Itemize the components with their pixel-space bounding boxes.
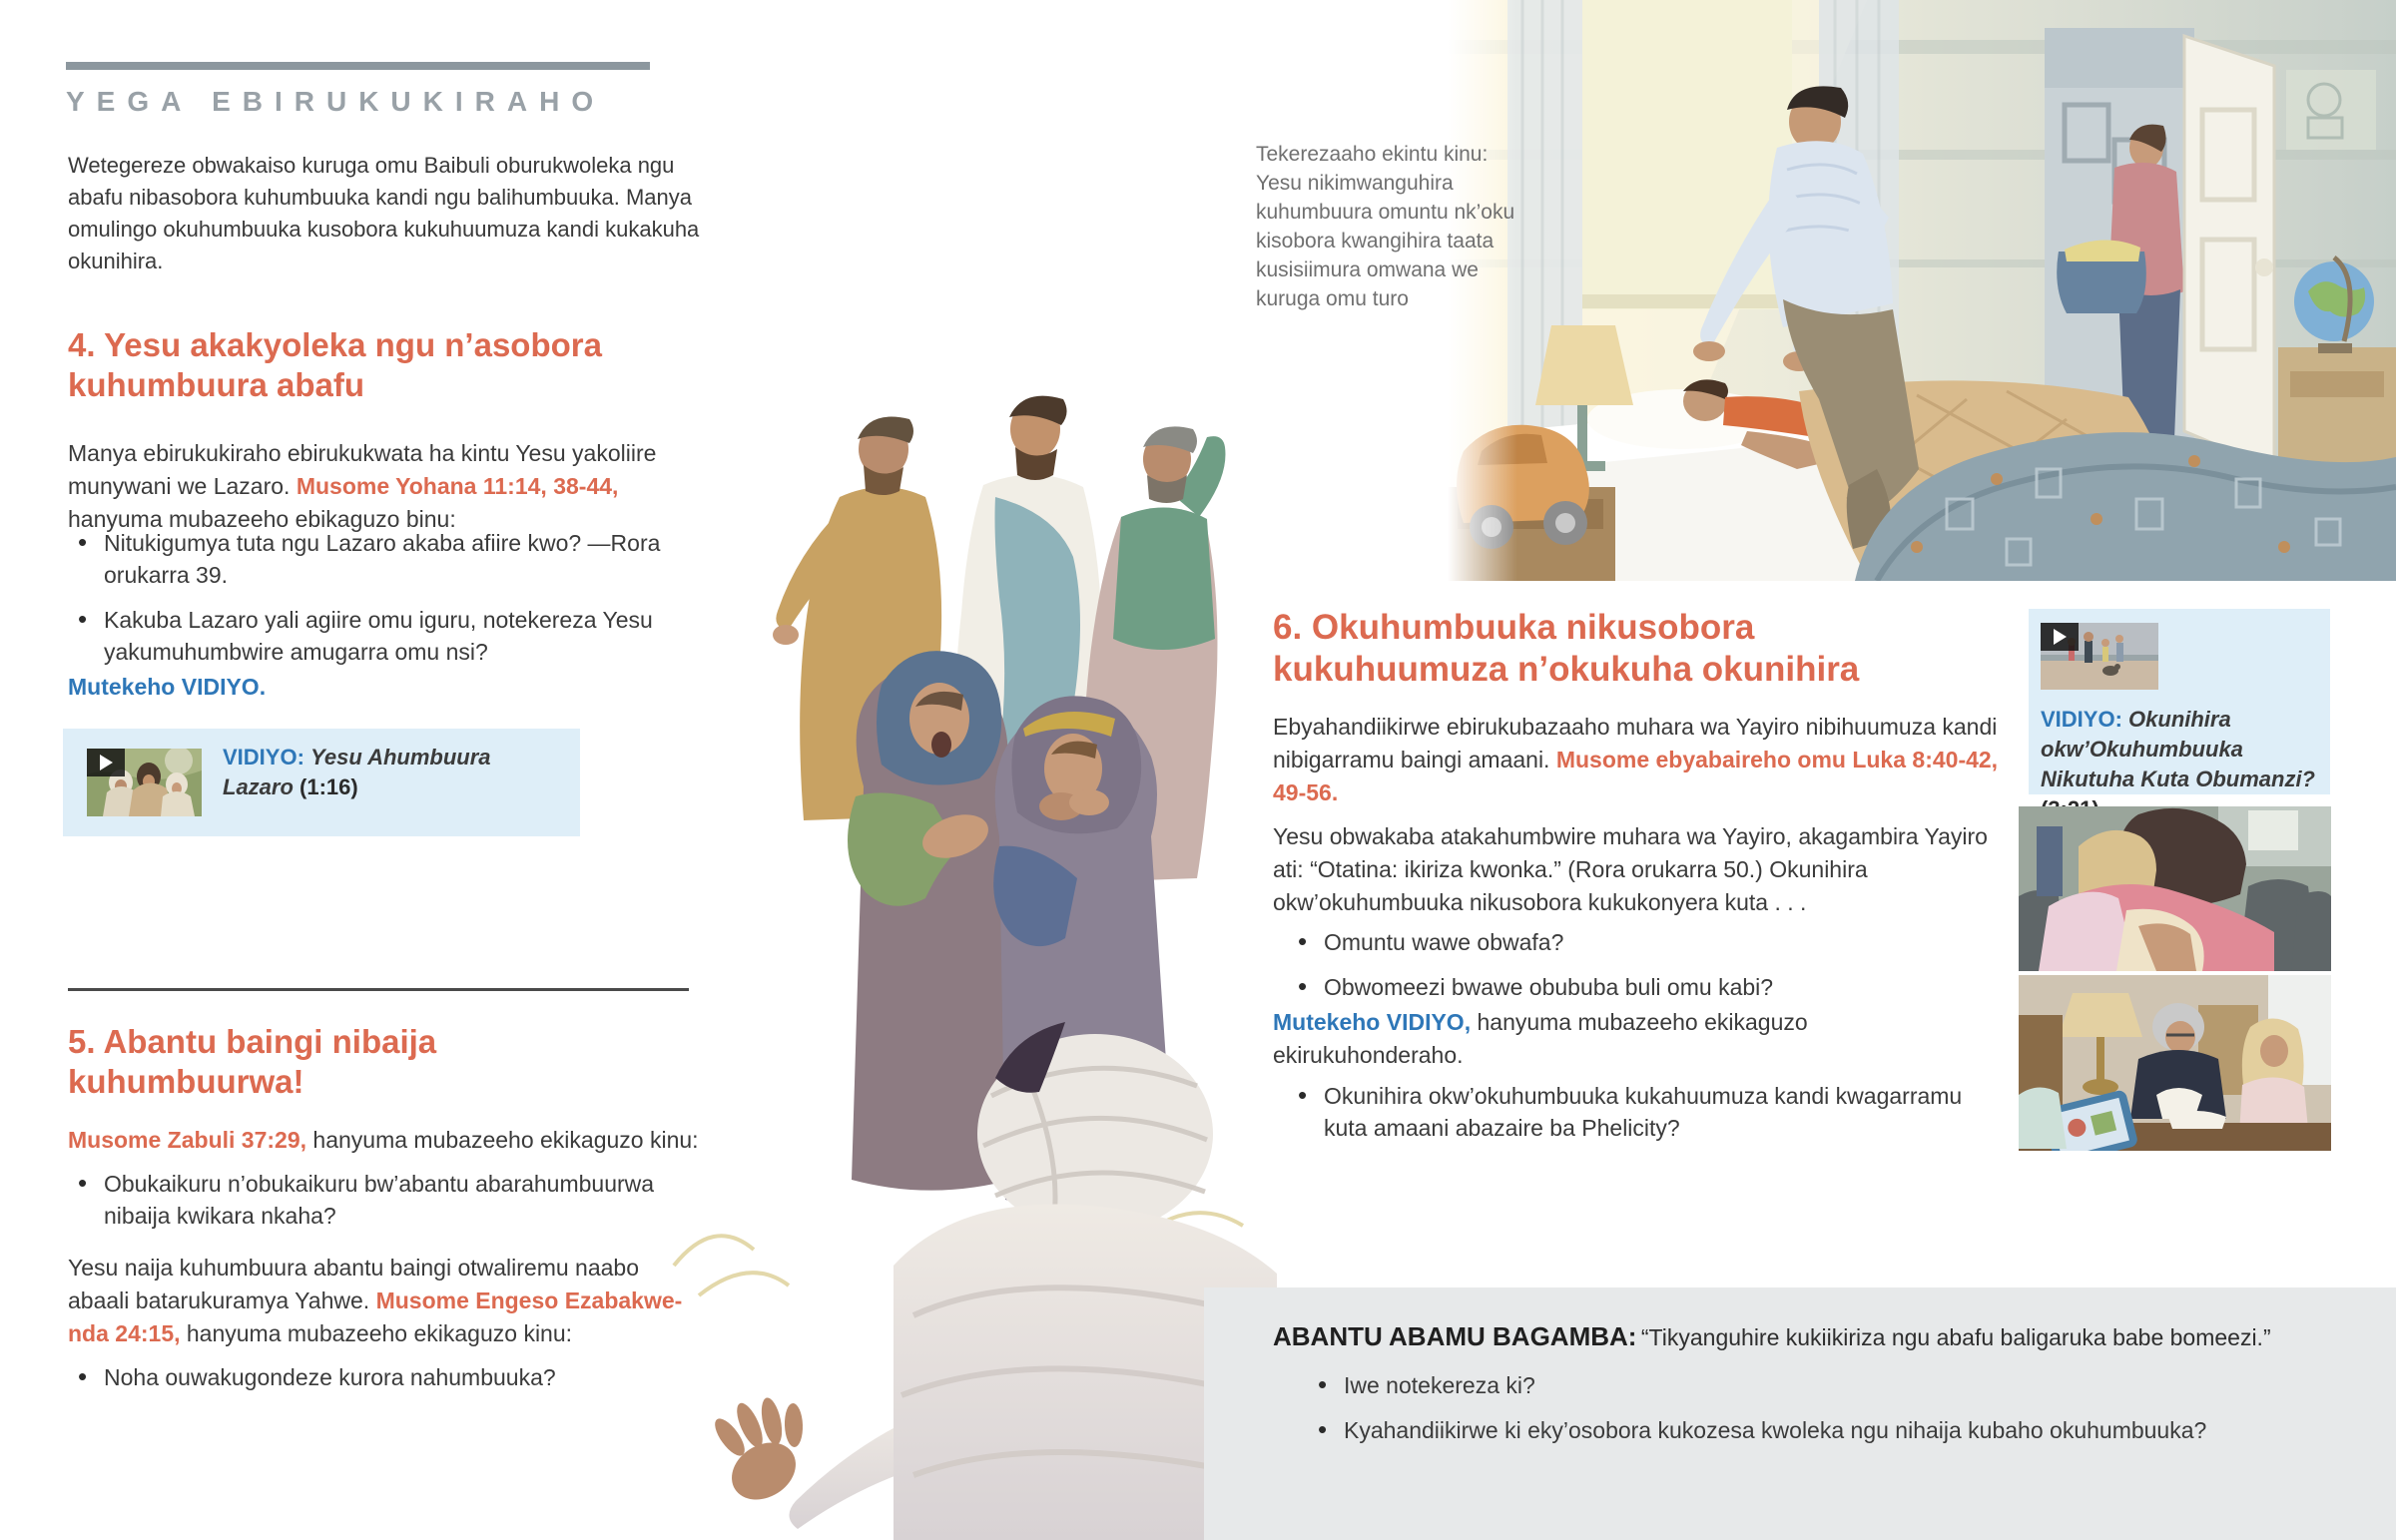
scripture-link-engeso[interactable]: Musome Engeso Ezabakwenda 24:15, bbox=[68, 1287, 683, 1346]
kicker: YEGA EBIRUKUKIRAHO bbox=[66, 86, 606, 117]
bedroom-illustration bbox=[1448, 0, 2396, 581]
intro-paragraph: Wetegereze obwakaiso kuruga omu Baibuli oburukwoleka ngu abafu nibasobora kuhumbuuka kandi ngu balihumbuuka. Manya omulingo okuhumbuuka kusobora kukuhuumuza kandi kukakuha okunihira. bbox=[68, 153, 700, 273]
s4-text: Manya ebirukukiraho ebirukukwata ha kintu Yesu yakoliire munywani we Lazaro. bbox=[68, 440, 657, 499]
section-6-paragraph-1 bbox=[1273, 711, 2002, 809]
section-5-paragraph-1 bbox=[68, 1124, 707, 1157]
section-divider bbox=[68, 988, 689, 991]
list-item bbox=[68, 527, 692, 591]
bullet-text: Obukaikuru n’obukaikuru bw’abantu abarahumbuurwa nibaija kwikara nkaha? bbox=[104, 1171, 655, 1229]
s5-text-2: Yesu naija kuhumbuura abantu baingi otwaliremu naabo abaali batarukuramya Yahwe. bbox=[68, 1255, 640, 1313]
list-item bbox=[1288, 926, 2007, 958]
discussion-heading-line bbox=[1273, 1321, 2361, 1352]
section-6-paragraph-3 bbox=[1273, 1006, 1972, 1072]
video-duration: (1:16) bbox=[300, 774, 358, 799]
bullet-text: Noha ouwakugondeze kurora nahumbuuka? bbox=[104, 1364, 556, 1390]
photo-hug-art bbox=[2019, 806, 2331, 971]
lazarus-illustration-art bbox=[644, 367, 1278, 1540]
section-6-heading: 6. Okuhumbuuka nikusobora kukuhuumuza n’okukuha okunihira bbox=[1273, 608, 1860, 689]
photo-study-art bbox=[2019, 975, 2331, 1151]
section-6-bullet-3 bbox=[1288, 1080, 1987, 1157]
section-6-bullets bbox=[1288, 926, 2007, 1016]
bullet-text: Kakuba Lazaro yali agiire omu iguru, notekereza Yesu yakumuhumbwire amugarra omu nsi? bbox=[104, 607, 653, 665]
bullet-text: Nitukigumya tuta ngu Lazaro akaba afiire kwo? —Rora orukarra 39. bbox=[104, 530, 661, 588]
s6-text: Ebyahandiikirwe ebirukubazaaho muhara wa Yayiro nibihuumuza kandi nibigarramu baingi amaani. bbox=[1273, 714, 1998, 772]
lazarus-figure bbox=[710, 1022, 1277, 1540]
section-4-heading: 4. Yesu akakyoleka ngu n’asobora kuhumbuura abafu bbox=[68, 326, 602, 403]
discussion-box bbox=[1204, 1287, 2396, 1540]
discussion-bullets bbox=[1308, 1369, 2366, 1459]
video-prompt-link-2[interactable]: Mutekeho VIDIYO, bbox=[1273, 1009, 1472, 1035]
kicker-bar bbox=[66, 62, 650, 70]
bullet-text: Obwomeezi bwawe obububa buli omu kabi? bbox=[1324, 974, 1774, 1000]
s6-text-3: hanyuma mubazeeho ekikaguzo ekirukuhonderaho. bbox=[1273, 1009, 1808, 1068]
s5-text: hanyuma mubazeeho ekikaguzo kinu: bbox=[306, 1127, 699, 1153]
photo-family-study bbox=[2019, 975, 2331, 1151]
bullet-text: Iwe notekereza ki? bbox=[1344, 1372, 1535, 1398]
list-item bbox=[68, 1168, 707, 1232]
video-thumbnail-lazaro[interactable] bbox=[87, 749, 202, 816]
s4-text-cont: hanyuma mubazeeho ebikaguzo binu: bbox=[68, 506, 456, 532]
video-prompt bbox=[68, 671, 266, 704]
section-5-bullet-1 bbox=[68, 1168, 707, 1245]
video-caption[interactable] bbox=[223, 743, 552, 802]
bullet-text: Okunihira okw’okuhumbuuka kukahuumuza kandi kwagarramu kuta amaani abazaire ba Phelicity? bbox=[1324, 1083, 1963, 1141]
scripture-link-luka[interactable]: Musome ebyabaireho omu Luka 8:40-42, 49-56. bbox=[1273, 747, 1999, 805]
video-title: Yesu Ahumbuura Lazaro bbox=[223, 745, 491, 799]
bedroom-illustration-art bbox=[1448, 0, 2396, 581]
s5-text-2-cont: hanyuma mubazeeho ekikaguzo kinu: bbox=[180, 1320, 573, 1346]
play-icon bbox=[2041, 623, 2079, 651]
video-title: Okunihira okw’Okuhumbuuka Nikutuha Kuta Obumanzi? bbox=[2041, 707, 2315, 791]
illustration-caption: Tekerezaaho ekintu kinu: Yesu nikimwanguhira kuhumbuura omuntu nk’oku kisobora kwangihira taata kusisiimura omwana we kuruga omu turo bbox=[1256, 143, 1515, 310]
section-5-paragraph-2 bbox=[68, 1252, 692, 1350]
section-4-paragraph bbox=[68, 437, 692, 536]
photo-women-hugging bbox=[2019, 806, 2331, 971]
video-label: VIDIYO: bbox=[223, 745, 304, 770]
video-label: VIDIYO: bbox=[2041, 707, 2122, 732]
section-6-paragraph-2: Yesu obwakaba atakahumbwire muhara wa Yayiro, akagambira Yayiro ati: “Otatina: ikiriza kwonka.” (Rora orukarra 50.) Okunihira okw’okuhumbuuka nikusobora kukukonyera kuta . . . bbox=[1273, 823, 1988, 915]
list-item bbox=[1288, 971, 2007, 1003]
list-item bbox=[1308, 1369, 2366, 1401]
video-card-okunihira[interactable] bbox=[2029, 609, 2330, 794]
section-5-heading: 5. Abantu baingi nibaija kuhumbuurwa! bbox=[68, 1023, 437, 1100]
video-prompt-link[interactable]: Mutekeho VIDIYO. bbox=[68, 674, 267, 700]
section-5-bullet-2 bbox=[68, 1361, 707, 1406]
scripture-link-yohana[interactable]: Musome Yohana 11:14, 38-44, bbox=[296, 473, 619, 499]
video-thumbnail-okunihira[interactable] bbox=[2041, 623, 2158, 690]
discussion-heading: ABANTU ABAMU BAGAMBA: bbox=[1273, 1321, 1637, 1351]
list-item bbox=[68, 604, 692, 668]
video-card-lazaro[interactable] bbox=[63, 729, 580, 836]
bullet-text: Kyahandiikirwe ki eky’osobora kukozesa kwoleka ngu nihaija kubaho okuhumbuuka? bbox=[1344, 1417, 2207, 1443]
list-item bbox=[68, 1361, 707, 1393]
discussion-quote: “Tikyanguhire kukiikiriza ngu abafu baligaruka babe bomeezi.” bbox=[1640, 1324, 2271, 1350]
list-item bbox=[1308, 1414, 2366, 1446]
bullet-text: Omuntu wawe obwafa? bbox=[1324, 929, 1564, 955]
section-4-bullets bbox=[68, 527, 692, 681]
lazarus-illustration bbox=[644, 367, 1278, 1540]
list-item bbox=[1288, 1080, 1987, 1144]
scripture-link-zabuli[interactable]: Musome Zabuli 37:29, bbox=[68, 1127, 307, 1153]
play-icon bbox=[87, 749, 125, 776]
